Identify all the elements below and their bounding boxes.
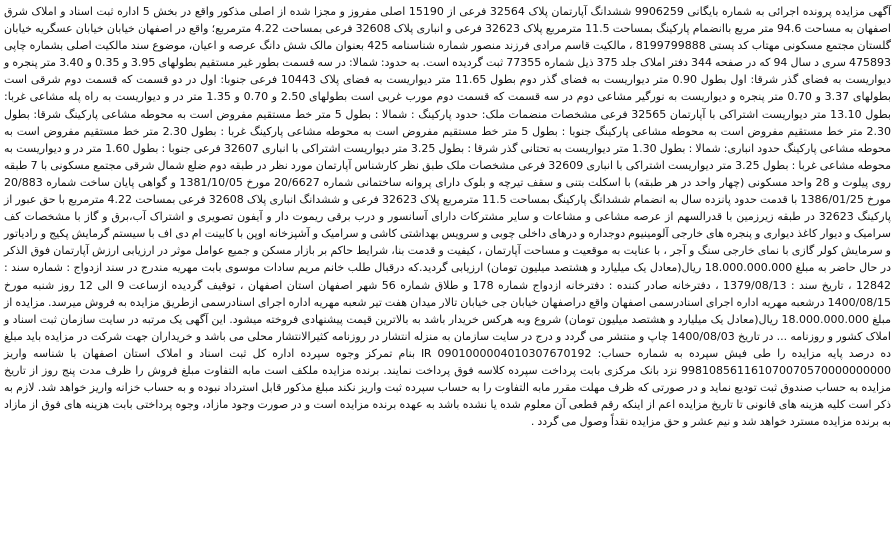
- auction-notice-body: آگهی مزایده پرونده اجرائی به شماره بایگانی 9906259 ششدانگ آپارتمان پلاک 32564 فرعی از 15190 اصلی مفروز و مجزا شده از اصلی مذکور واقع در بخش 5 اداره ثبت اسناد و املاک شرق اصفهان به مساحت 94.6 متر مربع باانضمام پارکینگ بمساحت 11.5 مترمربع پلاک 32623 فرعی و انباری پلاک 32608 فرعی بمساحت 4.22 مترمربع؛ واقع در اصفهان خیابان خیابان عسگریه خیابان گلستان مجتمع مسکونی مهتاب کد پستی 8199799888 ، مالکیت قاسم مرادی فرزند منصور شماره شناسنامه 425 بعنوان مالک شش دانگ عرصه و اعیان، موضوع سند مالکیت اصلی بشماره چاپی 475893 سری د سال 94 که در صفحه 344 دفتر املاک جلد 375 ذیل شماره 77355 ثبت گردیده است. به حدود: شمالا: در سه قسمت بطور غیر مستقیم بطولهای 3.95 و 0.35 و 3.40 متر پنجره و دیواریست به فضای گذر شرقا: اول بطول 0.90 متر دیواریست به فضای گذر دوم بطول 11.65 متر دیواریست به فضای پلاک 10443 فرعی جنوبا: اول در دو قسمت که قسمت دوم شرقی است بطولهای 3.37 و 0.70 متر پنجره و دیواریست به نورگیر مشاعی دوم در سه قسمت که قسمت دوم مورب غربی است بطولهای 2.50 و 0.70 و 1.35 متر در و دیواریست به راه پله مشاعی غربا: بطول 13.10 متر دیواریست اشتراکی با آپارتمان 32565 فرعی مشخصات منضمات ملک: حدود پارکینگ : شمالا : بطول 5 متر خط مستقیم مفروض است به محوطه مشاعی پارکینگ شرقا: بطول 2.30 متر خط مستقیم مفروض است به محوطه مشاعی پارکینگ جنوبا : بطول 5 متر خط مستقیم مفروض است به محوطه مشاعی پارکینگ غربا : بطول 2.30 متر خط مستقیم مفروض است به محوطه مشاعی پارکینگ حدود انباری: شمالا : بطول 1.30 متر دیواریست به تحتانی گذر شرقا : بطول 3.25 متر دیواریست اشتراکی با انباری 32607 فرعی جنوبا : بطول 1.60 متر در و دیواریست به محوطه مشاعی غربا : بطول 3.25 متر دیواریست اشتراکی با انباری 32609 فرعی مشخصات ملک طبق نظر کارشناس آپارتمان مورد نظر در طبقه دوم ضلع شمال شرقی مجتمع مسکونی با 7 طبقه روی پیلوت و 28 واحد مسکونی (چهار واحد در هر طبقه) با اسکلت بتنی و سقف تیرچه و بلوک دارای پروانه ساختمانی شماره 20/6627 مورخ 1381/10/05 و گواهی پایان ساخت شماره 20/883 مورخ 1386/01/25 با قدمت حدود پانزده سال به انضمام ششدانگ پارکینگ بمساحت 11.5 مترمربع پلاک 32623 فرعی و ششدانگ انباری پلاک 32608 فرعی بمساحت 4.22 مترمربع با حق عبور از پارکینگ 32623 در طبقه زیرزمین با قدرالسهم از عرصه مشاعی و مشاعات و سایر مشترکات دارای آسانسور و درب برقی ریموت دار و آیفون تصویری و اشتراک آب،برق و گاز با مشخصات کف سرامیک و دیوار کاغذ دیواری و پنجره های خارجی آلومینیوم دوجداره و درهای داخلی چوبی و سرویس بهداشتی کاشی و سرامیک و آشپزخانه اوپن با کابینت ام دی اف با سیستم گرمایش پکیج و رادیاتور و سرمایش کولر گازی با نمای خارجی سنگ و آجر ، با عنایت به موقعیت و مساحت آپارتمان ، کیفیت و قدمت بنا، شرایط حاکم بر بازار مسکن و جمیع عوامل موثر در ارزیابی ارزش آپارتمان فوق الذکر در حال حاضر به مبلغ 18.000.000.000 ریال(معادل یک میلیارد و هشتصد میلیون تومان) ارزیابی گردید.که درقبال طلب خانم مریم سادات موسوی بابت مهریه مندرج در سند ازدواج : شماره سند : 12842 ، تاریخ سند : 1379/08/13 ، دفترخانه صادر کننده : دفترخانه ازدواج شماره 178 و طلاق شماره 56 شهر اصفهان استان اصفهان ، توقیف گردیده ازساعت 9 الی 12 روز شنبه مورخ 1400/08/15 درشعبه مهریه اداره اجرای اسنادرسمی اصفهان واقع دراصفهان خیابان جی خیابان تالار میدان هفت تیر شعبه مهریه اداره اجرای اسنادرسمی ازطریق مزایده به فروش میرسد. مزایده از مبلغ 18.000.000.000 ریال(معادل یک میلیارد و هشتصد میلیون تومان) شروع وبه هرکس خریدار باشد به بالاترین قیمت پیشنهادی فروخته میشود. این آگهی یک مرتبه در سایت سازمان ثبت اسناد و املاک کشور و روزنامه ... در تاریخ 1400/08/03 چاپ و منتشر می گردد و درج در سایت سازمان به منزله انتشار در روزنامه کثیرالانتشار محلی می باشد و خریداران جهت شرکت در مزایده باید مبلغ ده درصد پایه مزایده را طی فیش سپرده به شماره حساب: 0901000004010307670192 IR بنام تمرکز وجوه سپرده اداره کل ثبت اسناد و املاک استان اصفهان با شناسه واریز 998108561161070070570000000000 نزد بانک مرکزی بابت پرداخت سپرده کلاسه فوق پرداخت نمایند. برنده مزایده ملکف است مابه التفاوت مبلغ فروش را ظرف مدت پنج روز از تاریخ مزایده به حساب صندوق ثبت تودیع نماید و در صورتی که ظرف مهلت مقرر مابه التفاوت را به حساب سپرده ثبت واریز نکند مبلغ مذکور قابل استرداد نبوده و به حساب خزانه واریز خواهد شد. لازم به ذکر است کلیه هزینه های قانونی تا تاریخ مزایده اعم از اینکه رقم قطعی آن معلوم شده یا نشده باشد به عهده برنده مزایده است و در صورت وجود مازاد، وجوه پرداختی بابت هزینه های فوق از مازاد به برنده مزایده مسترد خواهد شد و نیم عشر و حق مزایده نقداً وصول می گردد .: [4, 5, 892, 429]
- auction-notice-document: [4, 3, 891, 549]
